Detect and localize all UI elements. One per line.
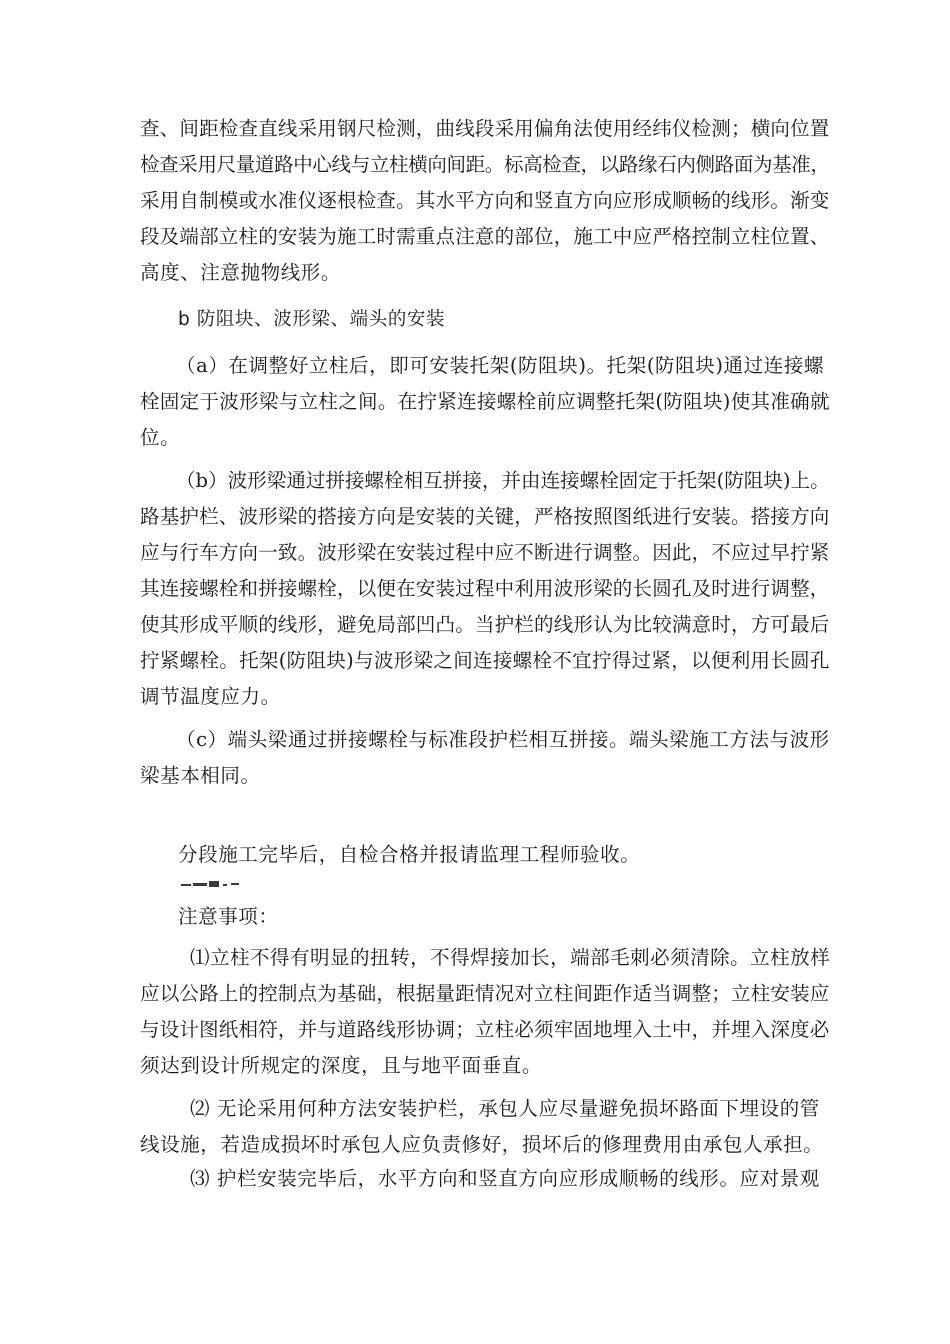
note-1-line-2: 应以公路上的控制点为基础，根据量距情况对立柱间距作适当调整；立柱安装应	[140, 982, 830, 1005]
paragraph-1-line-2: 检查采用尺量道路中心线与立柱横向间距。标高检查，以路缘石内侧路面为基准，	[140, 153, 830, 176]
paragraph-1-line-5: 高度、注意抛物线形。	[140, 261, 342, 284]
item-b-line-5: 使其形成平顺的线形，避免局部凹凸。当护栏的线形认为比较满意时，方可最后	[140, 613, 830, 636]
paragraph-1-line-4: 段及端部立柱的安装为施工时需重点注意的部位，施工中应严格控制立柱位置、	[140, 225, 830, 248]
item-a-line-3: 位。	[140, 426, 181, 449]
note-2-line-1: ⑵ 无论采用何种方法安装护栏，承包人应尽量避免损坏路面下埋设的管	[190, 1097, 820, 1120]
notes-heading: 注意事项：	[178, 905, 279, 928]
item-b-line-3: 应与行车方向一致。波形梁在安装过程中应不断进行调整。因此，不应过早拧紧	[140, 541, 830, 564]
note-3-line-1: ⑶ 护栏安装完毕后，水平方向和竖直方向应形成顺畅的线形。应对景观	[190, 1167, 820, 1190]
item-b-line-2: 路基护栏、波形梁的搭接方向是安装的关键，严格按照图纸进行安装。搭接方向	[140, 505, 830, 528]
note-1-line-1: ⑴立柱不得有明显的扭转，不得焊接加长，端部毛刺必须清除。立柱放样	[190, 946, 831, 969]
scan-artifact	[181, 880, 245, 890]
item-a-line-1: （a）在调整好立柱后，即可安装托架(防阻块)。托架(防阻块)通过连接螺	[176, 354, 825, 377]
note-2-line-2: 线设施，若造成损坏时承包人应负责修好，损坏后的修理费用由承包人承担。	[140, 1133, 824, 1156]
note-1-line-3: 与设计图纸相符，并与道路线形协调；立柱必须牢固地埋入土中，并埋入深度必	[140, 1018, 830, 1041]
item-b-line-1: （b）波形梁通过拼接螺栓相互拼接，并由连接螺栓固定于托架(防阻块)上。	[176, 469, 830, 492]
section-heading-b: b 防阻块、波形梁、端头的安装	[178, 309, 446, 330]
item-c-line-2: 梁基本相同。	[140, 764, 261, 787]
item-a-line-2: 栓固定于波形梁与立柱之间。在拧紧连接螺栓前应调整托架(防阻块)使其准确就	[140, 390, 830, 413]
note-1-line-4: 须达到设计所规定的深度，且与地平面垂直。	[140, 1054, 543, 1077]
acceptance-line: 分段施工完毕后，自检合格并报请监理工程师验收。	[178, 843, 641, 866]
item-b-line-6: 拧紧螺栓。托架(防阻块)与波形梁之间连接螺栓不宜拧得过紧，以便利用长圆孔	[140, 649, 830, 672]
item-b-line-4: 其连接螺栓和拼接螺栓，以便在安装过程中利用波形梁的长圆孔及时进行调整，	[140, 577, 830, 600]
paragraph-1-line-3: 采用自制模或水准仪逐根检查。其水平方向和竖直方向应形成顺畅的线形。渐变	[140, 189, 830, 212]
paragraph-1-line-1: 查、间距检查直线采用钢尺检测，曲线段采用偏角法使用经纬仪检测；横向位置	[140, 117, 830, 140]
item-b-line-7: 调节温度应力。	[140, 685, 281, 708]
item-c-line-1: （c）端头梁通过拼接螺栓与标准段护栏相互拼接。端头梁施工方法与波形	[176, 728, 830, 751]
